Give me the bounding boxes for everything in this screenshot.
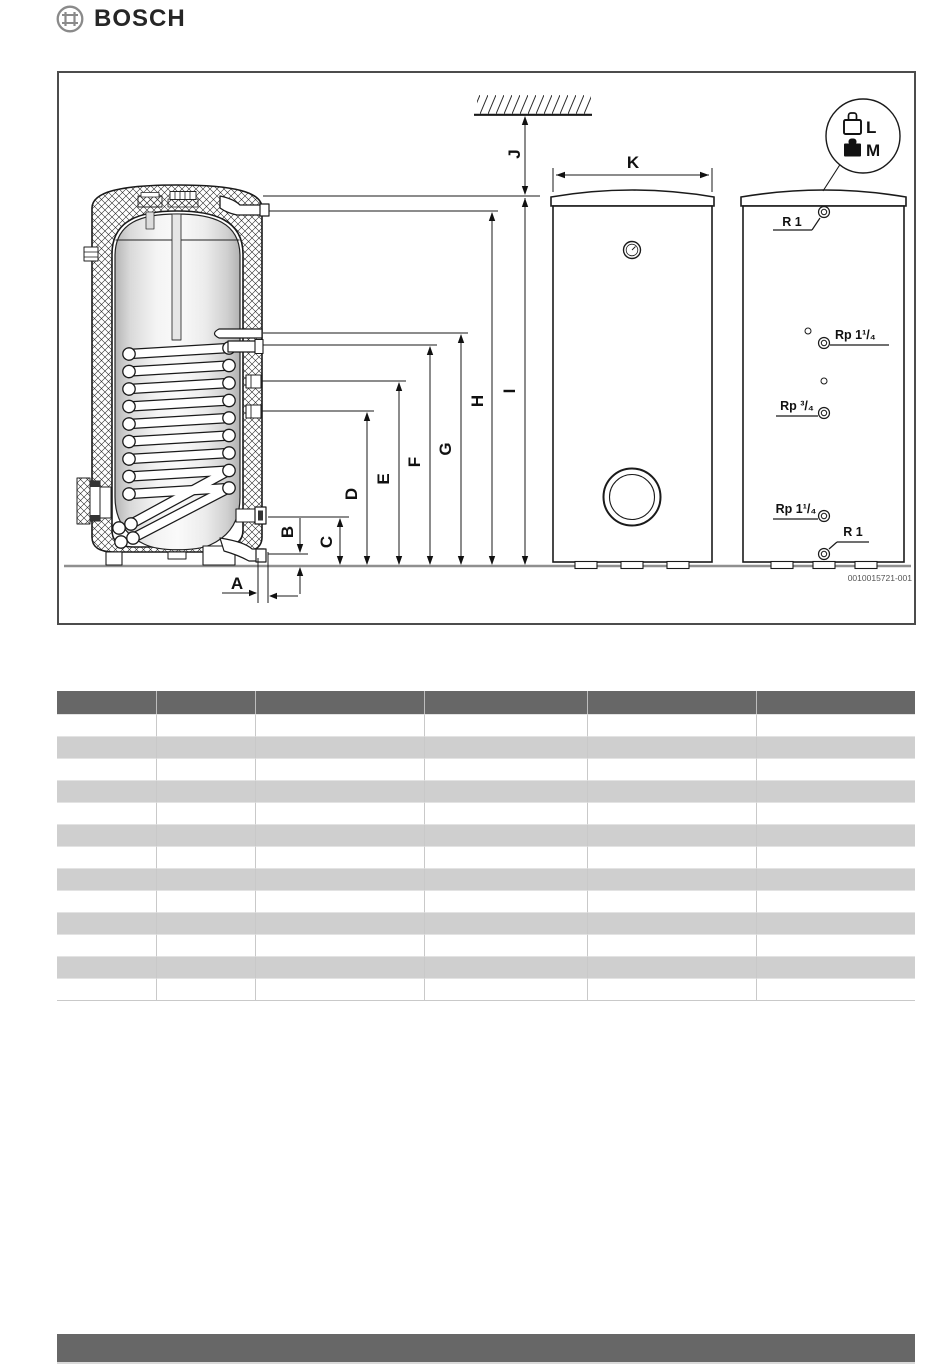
dim-label-g: G xyxy=(436,442,455,456)
table-cell xyxy=(588,890,757,912)
table-cell xyxy=(57,802,157,824)
table-cell xyxy=(256,714,425,736)
table-cell xyxy=(757,934,915,956)
table-row xyxy=(57,978,915,1000)
table-cell xyxy=(588,824,757,846)
table-body xyxy=(57,714,915,1000)
table-cell xyxy=(588,934,757,956)
dim-label-d: D xyxy=(342,487,361,501)
table-header-row xyxy=(57,691,915,714)
table-cell xyxy=(425,978,588,1000)
table-cell xyxy=(757,846,915,868)
port-label-bottom: R 1 xyxy=(843,525,863,539)
table-cell xyxy=(256,934,425,956)
empty-weight-label: L xyxy=(866,118,877,137)
table-cell xyxy=(425,758,588,780)
port-label-lower: Rp 1¹/₄ xyxy=(775,502,817,516)
dimension-diagram xyxy=(0,0,950,665)
drawing-number: 0010015721-001 xyxy=(847,573,912,583)
table-cell xyxy=(256,868,425,890)
table-header-cell xyxy=(157,691,256,714)
table-cell xyxy=(757,736,915,758)
table-cell xyxy=(157,758,256,780)
inspection-flange xyxy=(604,469,661,526)
table-cell xyxy=(757,714,915,736)
dim-label-k: K xyxy=(626,153,640,172)
table-cell xyxy=(57,780,157,802)
table-row xyxy=(57,714,915,736)
dim-label-e: E xyxy=(374,473,393,485)
table-cell xyxy=(256,846,425,868)
table-cell xyxy=(157,846,256,868)
table-cell xyxy=(57,912,157,934)
table-cell xyxy=(757,890,915,912)
table-cell xyxy=(57,846,157,868)
table-cell xyxy=(757,802,915,824)
table-cell xyxy=(425,912,588,934)
table-cell xyxy=(425,802,588,824)
table-cell xyxy=(157,912,256,934)
table-row xyxy=(57,890,915,912)
dim-label-j: J xyxy=(505,149,524,159)
table-cell xyxy=(757,956,915,978)
table-cell xyxy=(588,780,757,802)
table-cell xyxy=(57,714,157,736)
table-cell xyxy=(157,934,256,956)
table-row xyxy=(57,934,915,956)
table-cell xyxy=(425,780,588,802)
table-row xyxy=(57,956,915,978)
table-cell xyxy=(157,736,256,758)
table-cell xyxy=(256,802,425,824)
table-header-cell xyxy=(425,691,588,714)
table-cell xyxy=(256,736,425,758)
tank-front-view xyxy=(551,190,714,569)
table-cell xyxy=(57,934,157,956)
table-cell xyxy=(57,736,157,758)
table-cell xyxy=(157,890,256,912)
table-cell xyxy=(588,868,757,890)
table-cell xyxy=(425,824,588,846)
dim-label-i: I xyxy=(500,388,519,394)
table-row xyxy=(57,758,915,780)
table-row xyxy=(57,780,915,802)
table-cell xyxy=(256,780,425,802)
table-header-cell xyxy=(57,691,157,714)
table-row xyxy=(57,846,915,868)
table-cell xyxy=(588,736,757,758)
table-cell xyxy=(157,824,256,846)
dim-label-c: C xyxy=(317,535,336,549)
table-cell xyxy=(157,868,256,890)
table-cell xyxy=(588,978,757,1000)
table-cell xyxy=(425,736,588,758)
table-header-cell xyxy=(588,691,757,714)
table-cell xyxy=(256,912,425,934)
table-cell xyxy=(57,824,157,846)
table-cell xyxy=(425,956,588,978)
table-cell xyxy=(588,912,757,934)
table-cell xyxy=(588,846,757,868)
footer-bar xyxy=(57,1334,915,1364)
table-cell xyxy=(157,978,256,1000)
port-label-top: R 1 xyxy=(782,215,802,229)
table-cell xyxy=(757,758,915,780)
table-cell xyxy=(425,868,588,890)
table-cell xyxy=(757,912,915,934)
port-label-middle: Rp ³/₄ xyxy=(780,399,814,413)
table-cell xyxy=(588,802,757,824)
table-row xyxy=(57,868,915,890)
table-row xyxy=(57,824,915,846)
full-weight-label: M xyxy=(866,141,881,160)
port-label-upper: Rp 1¹/₄ xyxy=(835,328,876,342)
table-header-cell xyxy=(757,691,915,714)
table-cell xyxy=(256,956,425,978)
dim-label-f: F xyxy=(405,456,424,468)
table-cell xyxy=(57,956,157,978)
table-cell xyxy=(256,758,425,780)
table-cell xyxy=(425,890,588,912)
table-cell xyxy=(256,890,425,912)
dim-label-a: A xyxy=(230,574,244,593)
table-cell xyxy=(757,868,915,890)
ceiling-hatch xyxy=(474,95,592,115)
table-cell xyxy=(757,978,915,1000)
table-header-cell xyxy=(256,691,425,714)
table-cell xyxy=(425,714,588,736)
table-cell xyxy=(57,758,157,780)
table-cell xyxy=(57,868,157,890)
table-cell xyxy=(256,978,425,1000)
table-cell xyxy=(425,846,588,868)
table-cell xyxy=(588,714,757,736)
table-cell xyxy=(57,978,157,1000)
table-cell xyxy=(157,956,256,978)
table-row xyxy=(57,736,915,758)
table-cell xyxy=(425,934,588,956)
table-cell xyxy=(256,824,425,846)
dimensions-table xyxy=(57,691,915,1001)
table-row xyxy=(57,802,915,824)
tank-connection-view xyxy=(741,190,906,569)
table-cell xyxy=(157,780,256,802)
dim-label-h: H xyxy=(468,394,487,408)
table-cell xyxy=(757,824,915,846)
table-cell xyxy=(588,956,757,978)
brand-name: BOSCH xyxy=(94,5,186,32)
table-cell xyxy=(157,802,256,824)
table-cell xyxy=(588,758,757,780)
dim-label-b: B xyxy=(278,525,297,539)
thermometer-icon xyxy=(624,242,641,259)
table-cell xyxy=(757,780,915,802)
table-cell xyxy=(57,890,157,912)
table-row xyxy=(57,912,915,934)
table-cell xyxy=(157,714,256,736)
